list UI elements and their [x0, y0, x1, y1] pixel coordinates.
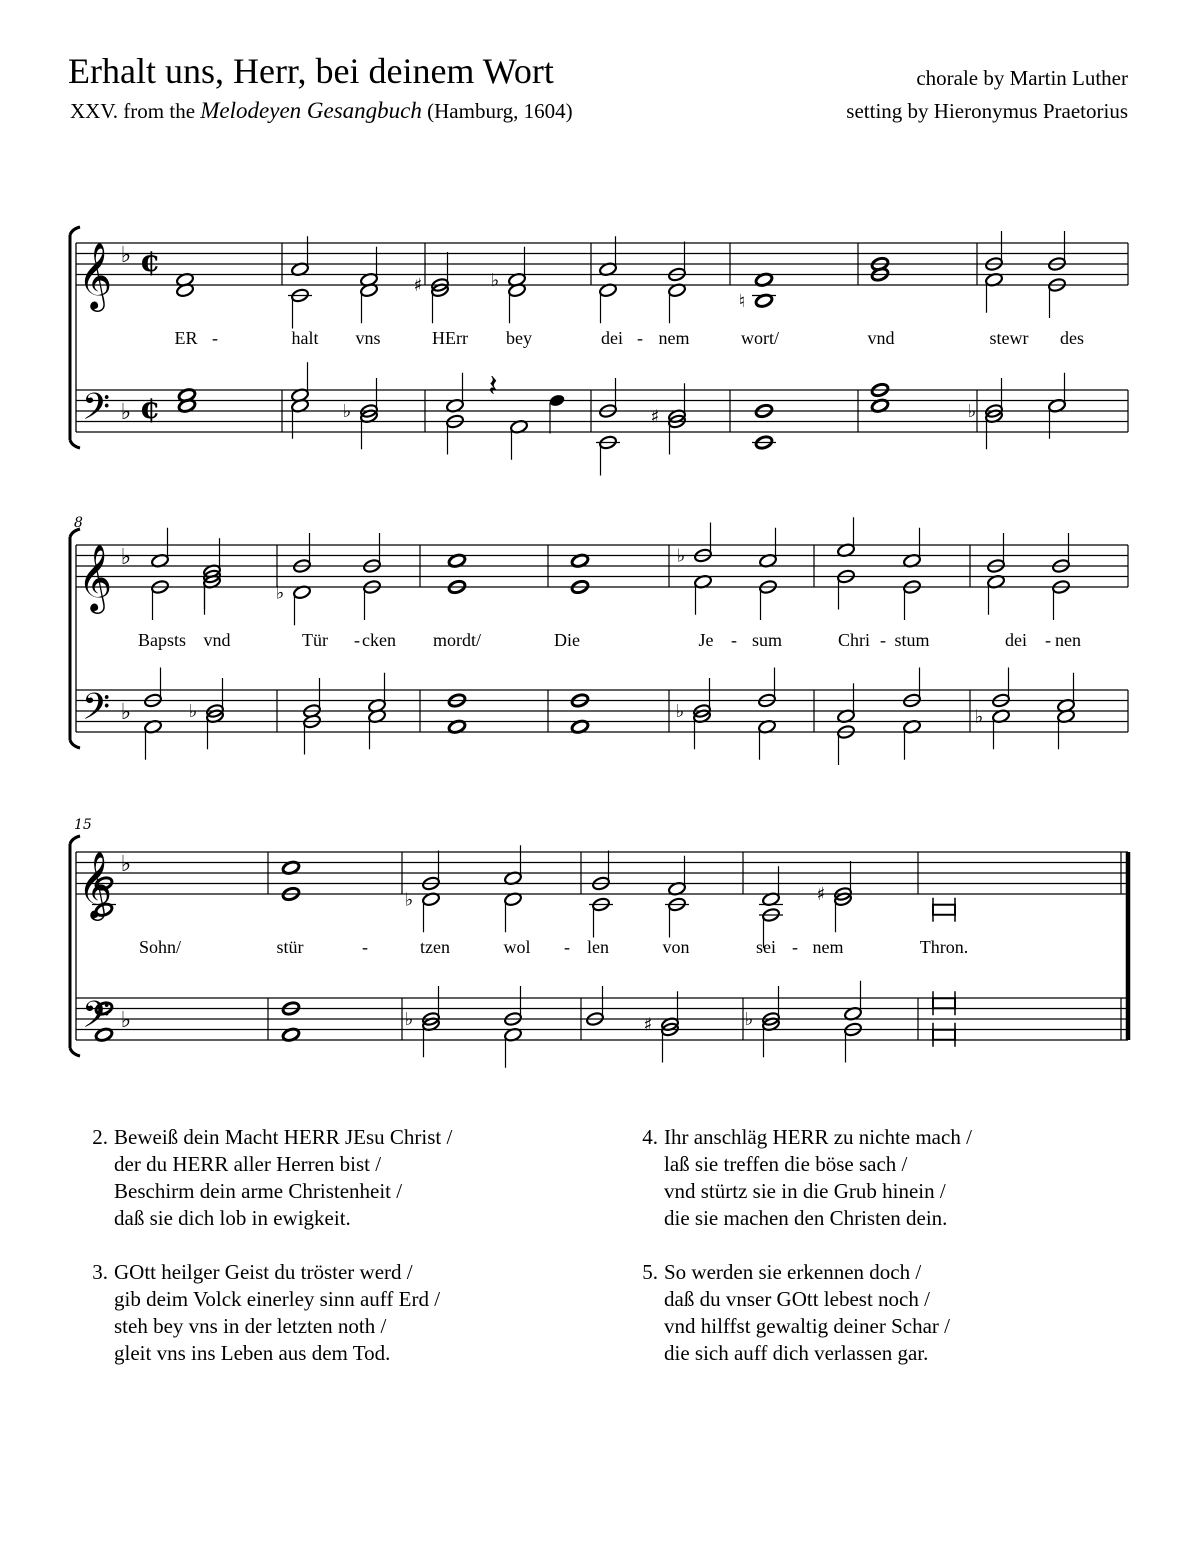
stanza-line: gleit vns ins Leben aus dem Tod.: [114, 1341, 391, 1365]
flat-icon: ♭: [188, 701, 198, 722]
flat-icon: ♭: [490, 269, 500, 291]
lyric-syllable: -: [1045, 630, 1051, 650]
stanza-line: Ihr anschläg HERR zu nichte mach /: [664, 1125, 972, 1149]
flat-icon: ♭: [676, 545, 686, 567]
lyric-syllable: sum: [751, 630, 783, 650]
sharp-icon: ♯: [816, 884, 826, 905]
sharp-icon: ♯: [643, 1014, 653, 1036]
subtitle-book: Melodeyen Gesangbuch: [200, 98, 422, 123]
lyric-syllable: len: [587, 937, 609, 957]
lyric-syllable: stür: [276, 937, 304, 957]
stanza-line: steh bey vns in der letzten noth /: [114, 1314, 387, 1338]
lyric-syllable: vnd: [203, 630, 231, 650]
lyric-syllable: wort/: [741, 328, 779, 348]
key-signature-flat-icon: ♭: [120, 1008, 132, 1033]
lyric-syllable: -: [637, 328, 643, 348]
stanza-line: daß sie dich lob in ewigkeit.: [114, 1206, 351, 1230]
lyric-syllable: sei: [756, 937, 776, 957]
lyric-syllable: ER: [174, 328, 198, 348]
stanza-line: laß sie treffen die böse sach /: [664, 1152, 908, 1176]
key-signature-flat-icon: ♭: [120, 243, 132, 268]
lyric-syllable: Thron.: [919, 937, 969, 957]
stanza-line: die sie machen den Christen dein.: [664, 1206, 948, 1230]
lyric-syllable: Chri: [837, 630, 871, 650]
key-signature-flat-icon: ♭: [120, 545, 132, 570]
flat-icon: ♭: [342, 401, 352, 422]
bass-clef-icon: 𝄢: [81, 386, 111, 437]
lyric-syllable: nem: [812, 937, 844, 957]
treble-clef-icon: 𝄞: [77, 850, 113, 918]
lyric-syllable: dei: [1005, 630, 1027, 650]
flat-icon: ♭: [275, 582, 285, 604]
lyric-syllable: Die: [554, 630, 580, 650]
stanza-line: GOtt heilger Geist du tröster werd /: [114, 1260, 413, 1284]
lyric-syllable: stum: [894, 630, 930, 650]
stanza-number: 4.: [642, 1125, 658, 1149]
breve-note: [933, 905, 955, 915]
stanza-line: Beschirm dein arme Christenheit /: [114, 1179, 403, 1203]
key-signature-flat-icon: ♭: [120, 700, 132, 725]
arranger-credit: setting by Hieronymus Praetorius: [846, 99, 1128, 123]
stanza-line: gib deim Volck einerley sinn auff Erd /: [114, 1287, 441, 1311]
key-signature-flat-icon: ♭: [120, 400, 132, 425]
flat-icon: ♭: [744, 1009, 754, 1030]
lyric-syllable: wol: [503, 937, 531, 957]
stanza-line: vnd hilffst gewaltig deiner Schar /: [664, 1314, 950, 1338]
lyric-syllable: Je: [698, 630, 714, 650]
lyric-syllable: -: [792, 937, 798, 957]
flat-icon: ♭: [675, 701, 685, 722]
measure-number: 8: [74, 515, 83, 531]
lyric-syllable: HErr: [432, 328, 468, 348]
bass-clef-icon: 𝄢: [81, 686, 111, 737]
stanza-line: daß du vnser GOtt lebest noch /: [664, 1287, 930, 1311]
stanza-line: vnd stürtz sie in die Grub hinein /: [664, 1179, 946, 1203]
lyric-syllable: -: [354, 630, 360, 650]
treble-clef-icon: 𝄞: [77, 241, 113, 309]
note-head-filled: [548, 393, 566, 408]
stanza-line: So werden sie erkennen doch /: [664, 1260, 922, 1284]
lyric-syllable: -: [880, 630, 886, 650]
lyric-syllable: cken: [362, 630, 396, 650]
lyric-syllable: bey: [506, 328, 532, 348]
subtitle-prefix: XXV. from the: [70, 99, 196, 123]
sharp-icon: ♯: [650, 406, 660, 428]
flat-icon: ♭: [967, 401, 977, 422]
lyric-syllable: -: [731, 630, 737, 650]
lyric-syllable: -: [362, 937, 368, 957]
key-signature-flat-icon: ♭: [120, 852, 132, 877]
lyric-syllable: des: [1060, 328, 1084, 348]
lyric-syllable: von: [662, 937, 690, 957]
flat-icon: ♭: [404, 1009, 414, 1030]
lyric-syllable: tzen: [420, 937, 450, 957]
sharp-icon: ♯: [413, 275, 423, 296]
lyric-syllable: nem: [658, 328, 690, 348]
composer-credit: chorale by Martin Luther: [916, 66, 1128, 90]
stanza-line: die sich auff dich verlassen gar.: [664, 1341, 929, 1365]
lyric-syllable: halt: [291, 328, 319, 348]
lyric-syllable: vnd: [867, 328, 895, 348]
lyric-syllable: vns: [355, 328, 381, 348]
breve-note: [933, 998, 955, 1008]
stanza-number: 3.: [92, 1260, 108, 1284]
stanza-line: Beweiß dein Macht HERR JEsu Christ /: [114, 1125, 453, 1149]
stanza-number: 2.: [92, 1125, 108, 1149]
lyric-syllable: Tür: [302, 630, 328, 650]
quarter-rest-icon: 𝄽: [488, 369, 498, 404]
stanza-line: der du HERR aller Herren bist /: [114, 1152, 382, 1176]
measure-number: 15: [74, 817, 92, 833]
cut-time-icon: ¢: [139, 391, 161, 426]
lyric-syllable: Sohn/: [138, 937, 182, 957]
lyric-syllable: -: [564, 937, 570, 957]
lyric-syllable: dei: [601, 328, 623, 348]
treble-clef-icon: 𝄞: [77, 543, 113, 611]
lyric-syllable: -: [212, 328, 218, 348]
lyric-syllable: mordt/: [433, 630, 481, 650]
bass-clef-icon: 𝄢: [81, 994, 111, 1045]
piece-title: Erhalt uns, Herr, bei deinem Wort: [68, 51, 554, 91]
natural-icon: ♮: [738, 290, 746, 312]
breve-note: [933, 1030, 955, 1040]
lyric-syllable: Bapsts: [137, 630, 187, 650]
lyric-syllable: nen: [1055, 630, 1081, 650]
cut-time-icon: ¢: [139, 244, 161, 279]
flat-icon: ♭: [974, 706, 984, 728]
stanza-number: 5.: [642, 1260, 658, 1284]
lyric-syllable: stewr: [989, 328, 1029, 348]
flat-icon: ♭: [404, 889, 414, 911]
subtitle-suffix: (Hamburg, 1604): [427, 99, 573, 123]
